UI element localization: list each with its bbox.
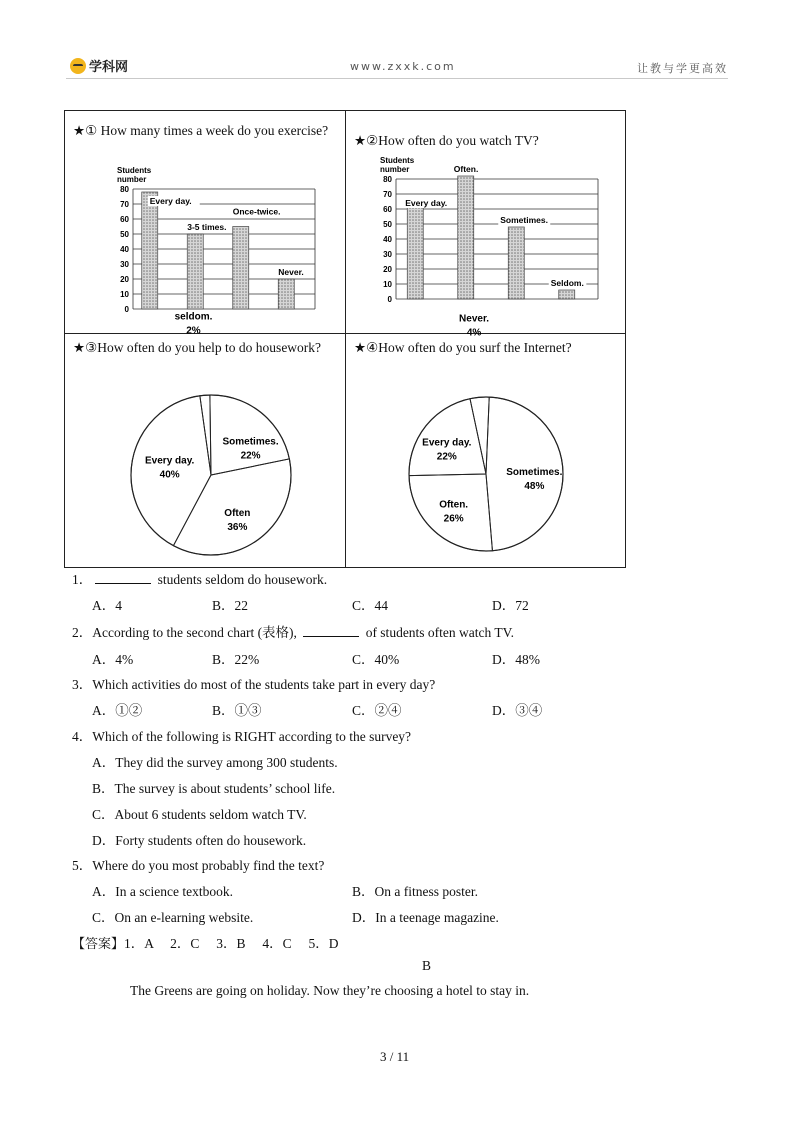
pie-slice-value: 22% [240, 450, 261, 462]
y-tick-label: 80 [383, 175, 392, 184]
question-number: 4． [72, 729, 93, 744]
option-2a[interactable]: A．4% [92, 652, 134, 667]
option-3c[interactable]: C．②④ [352, 703, 402, 718]
bar [278, 279, 294, 309]
site-url[interactable]: www.zxxk.com [350, 60, 456, 73]
question-text: Which activities do most of the students take part in every day? [92, 677, 436, 692]
bar [458, 176, 474, 299]
question-text: Which of the following is RIGHT according to the survey? [92, 729, 412, 744]
page-number: 3 / 11 [380, 1049, 410, 1064]
y-tick-label: 40 [120, 245, 129, 254]
y-tick-label: 70 [120, 200, 129, 209]
question-3 [72, 673, 435, 693]
option-1d[interactable]: D．72 [492, 598, 529, 613]
option-4c[interactable]: C．About 6 students seldom watch TV. [92, 807, 307, 822]
q1-title: ★① How many times a week do you exercise? [73, 123, 329, 138]
option-1b[interactable]: B．22 [212, 598, 249, 613]
question-number: 5． [72, 858, 93, 873]
option-5c[interactable]: C．On an e-learning website. [92, 910, 254, 925]
pie-slice-label: Never. [459, 313, 490, 325]
y-tick-label: 0 [124, 305, 129, 314]
pie-slice-label: Every day. [145, 455, 195, 467]
bar [233, 227, 249, 310]
passage-first-line: The Greens are going on holiday. Now they’re choosing a hotel to stay in. [130, 983, 530, 998]
y-tick-label: 40 [383, 235, 392, 244]
q2-title: ★②How often do you watch TV? [354, 133, 539, 148]
pie-slice-value: 26% [443, 513, 464, 525]
question-text-end: of students often watch TV. [362, 625, 515, 640]
option-5b[interactable]: B．On a fitness poster. [352, 884, 478, 899]
bar [407, 200, 423, 299]
survey-cell-q2 [346, 111, 625, 334]
pie-slice-label: Often [224, 508, 251, 520]
y-tick-label: 20 [120, 275, 129, 284]
pie-slice-value: 2% [186, 325, 201, 337]
question-number: 2． [72, 625, 93, 640]
bar [187, 234, 203, 309]
question-4 [72, 725, 411, 745]
y-axis-label: number [380, 165, 410, 174]
option-5d[interactable]: D．In a teenage magazine. [352, 910, 499, 925]
bar-chart-exercise [65, 168, 335, 333]
option-1c[interactable]: C．44 [352, 598, 389, 613]
option-4a[interactable]: A．They did the survey among 300 students. [92, 755, 338, 770]
bar-label: Seldom. [550, 278, 584, 288]
y-tick-label: 80 [120, 185, 129, 194]
answer-text: 1．A 2．C 3．B 4．C 5．D [124, 936, 339, 951]
pie-slice-label: Every day. [422, 437, 472, 449]
question-5 [72, 854, 324, 874]
y-tick-label: 70 [383, 190, 392, 199]
y-tick-label: 30 [120, 260, 129, 269]
question-text: students seldom do housework. [154, 572, 328, 587]
y-tick-label: 60 [120, 215, 129, 224]
option-2d[interactable]: D．48% [492, 652, 540, 667]
answer-blank [95, 571, 151, 584]
pie-slice-label: Often. [439, 499, 469, 511]
y-tick-label: 20 [383, 265, 392, 274]
bar-label: 3-5 times. [187, 222, 227, 232]
option-3d[interactable]: D．③④ [492, 703, 543, 718]
y-tick-label: 50 [383, 220, 392, 229]
question-text: According to the second chart (表格), [92, 625, 301, 640]
bar [142, 192, 158, 309]
option-5a[interactable]: A．In a science textbook. [92, 884, 233, 899]
pie-slice-value: 22% [436, 451, 457, 463]
question-text: Where do you most probably find the text? [92, 858, 325, 873]
pie-slice-label: Sometimes. [222, 436, 279, 448]
bar-chart-tv [346, 156, 616, 321]
question-1 [72, 568, 327, 588]
y-axis-label: Students [117, 166, 152, 175]
option-4d[interactable]: D．Forty students often do housework. [92, 833, 307, 848]
bar [508, 227, 524, 299]
option-2c[interactable]: C．40% [352, 652, 400, 667]
option-3a[interactable]: A．①② [92, 703, 143, 718]
answer-label: 【答案】 [72, 937, 125, 952]
survey-table [64, 110, 626, 568]
logo-icon [70, 58, 86, 74]
y-tick-label: 60 [383, 205, 392, 214]
survey-cell-q1 [65, 111, 346, 337]
q3-title: ★③How often do you help to do housework? [73, 340, 322, 355]
pie-slice-value: 36% [227, 522, 248, 534]
y-tick-label: 30 [383, 250, 392, 259]
pie-slice-label: seldom. [174, 311, 213, 323]
bar-label: Sometimes. [500, 215, 548, 225]
q4-title: ★④How often do you surf the Internet? [354, 340, 572, 355]
pie-slice-value: 40% [159, 469, 180, 481]
section-label: B [422, 958, 432, 973]
bar-label: Once-twice. [232, 206, 281, 217]
bar-label: Every day. [149, 196, 192, 206]
answer-blank [303, 624, 359, 637]
option-3b[interactable]: B．①③ [212, 703, 262, 718]
y-axis-label: Students [380, 156, 415, 165]
y-axis-label: number [117, 175, 147, 184]
bar-label: Every day. [405, 198, 448, 208]
pie-slice-value: 4% [466, 327, 482, 339]
bar-label: Often. [453, 164, 479, 174]
answer-key [72, 932, 339, 952]
pie-slice-label: Sometimes. [506, 467, 563, 479]
survey-cell-q4 [346, 313, 625, 567]
question-number: 1． [72, 572, 93, 587]
pie-slice-value: 48% [524, 481, 545, 493]
y-tick-label: 50 [120, 230, 129, 239]
y-tick-label: 10 [383, 280, 392, 289]
bar [559, 290, 575, 299]
y-tick-label: 0 [387, 295, 392, 304]
logo-text: 学科网 [89, 60, 129, 75]
page-header [66, 56, 728, 79]
option-1a[interactable]: A．4 [92, 598, 122, 613]
survey-cell-q3 [65, 311, 346, 567]
option-2b[interactable]: B．22% [212, 652, 260, 667]
bar-label: Never. [278, 267, 304, 277]
logo [70, 56, 128, 75]
option-4b[interactable]: B．The survey is about students’ school life. [92, 781, 336, 796]
question-2 [72, 621, 514, 641]
slogan: 让教与学更高效 [637, 62, 728, 75]
question-number: 3． [72, 677, 93, 692]
y-tick-label: 10 [120, 290, 129, 299]
